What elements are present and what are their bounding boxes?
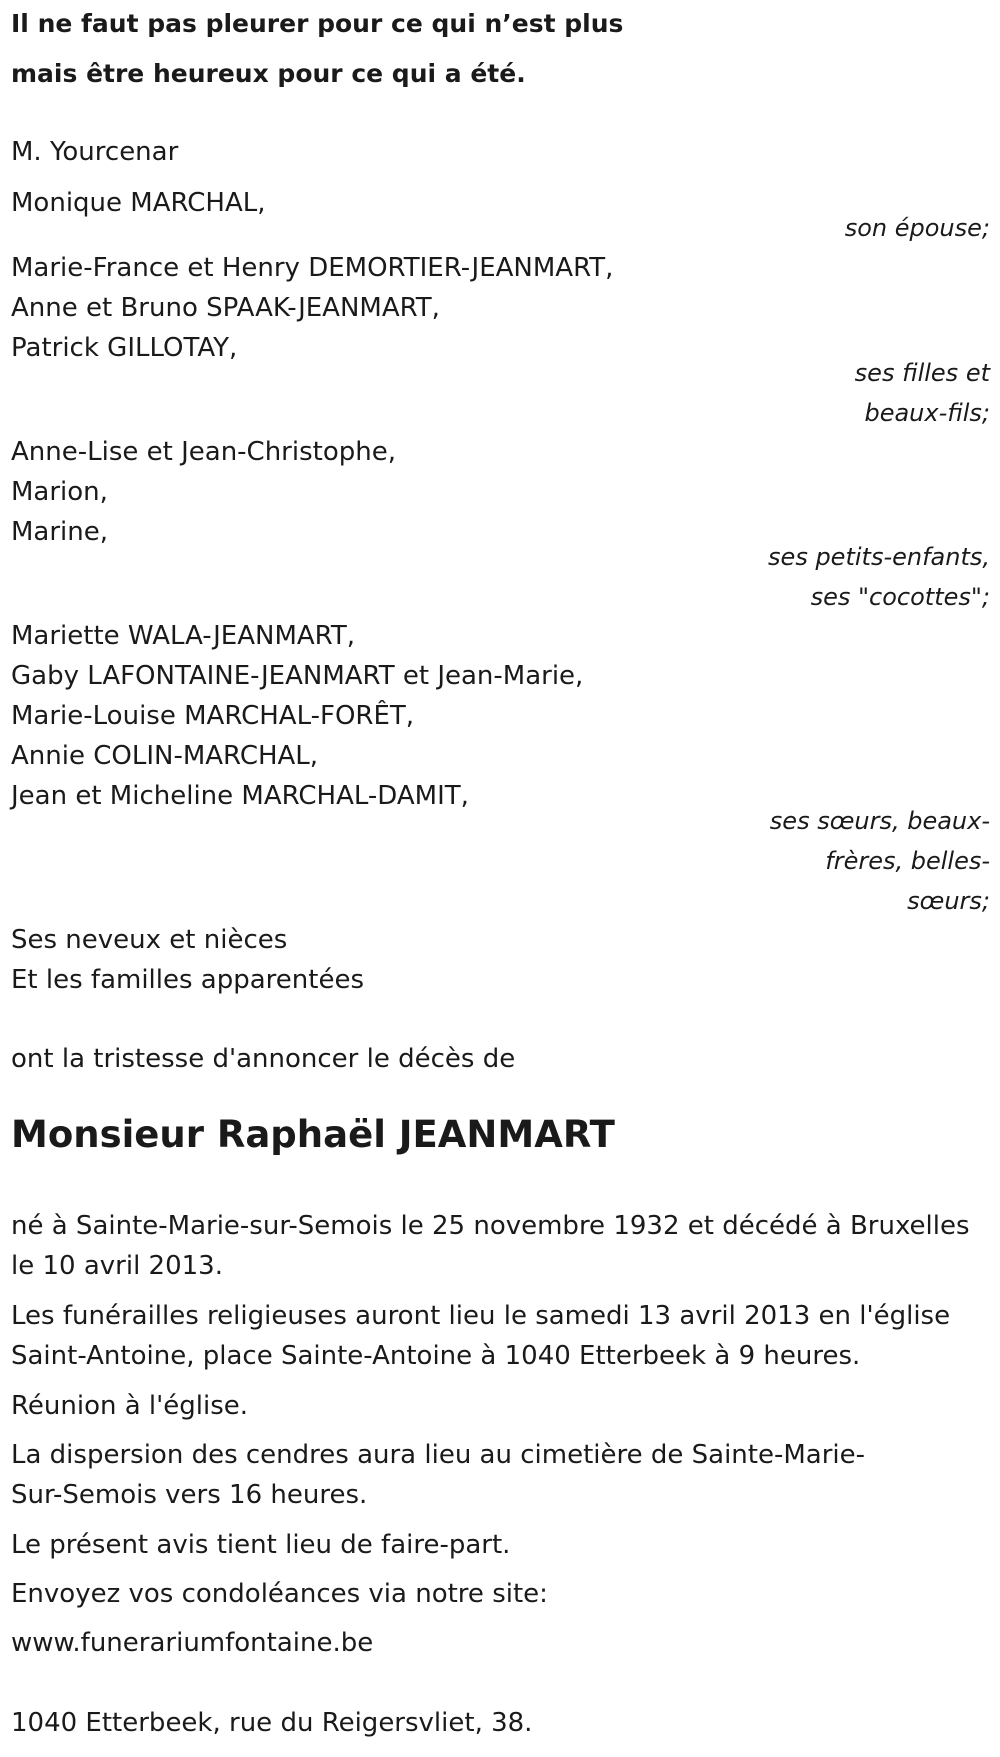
quote-line-1: Il ne faut pas pleurer pour ce qui n’est plus <box>11 9 624 38</box>
other-relatives: Ses neveux et nièces <box>11 925 288 955</box>
meeting-info: Réunion à l'église. <box>11 1391 249 1421</box>
grandchild-name: Anne-Lise et Jean-Christophe, <box>11 437 396 467</box>
deceased-name: Monsieur Raphaël JEANMART <box>11 1113 615 1156</box>
quote-line-2: mais être heureux pour ce qui a été. <box>11 59 526 88</box>
address: 1040 Etterbeek, rue du Reigersvliet, 38. <box>11 1708 533 1738</box>
website-link[interactable]: www.funerariumfontaine.be <box>11 1628 374 1658</box>
condolences-text: Envoyez vos condoléances via notre site: <box>11 1579 548 1609</box>
grandchildren-relation-line: ses petits-enfants, <box>768 543 990 571</box>
daughter-name: Anne et Bruno SPAAK-JEANMART, <box>11 293 440 323</box>
daughters-relation-line: ses filles et <box>854 359 990 387</box>
other-relatives: Et les familles apparentées <box>11 965 365 995</box>
quote-author: M. Yourcenar <box>11 137 179 167</box>
spouse-name: Monique MARCHAL, <box>11 188 266 218</box>
siblings-relation-line: ses sœurs, beaux- <box>769 807 990 835</box>
sibling-name: Mariette WALA-JEANMART, <box>11 621 355 651</box>
sibling-name: Gaby LAFONTAINE-JEANMART et Jean-Marie, <box>11 661 584 691</box>
daughter-name: Marie-France et Henry DEMORTIER-JEANMART, <box>11 253 614 283</box>
notice-text: Le présent avis tient lieu de faire-part. <box>11 1530 511 1560</box>
birth-death-line: né à Sainte-Marie-sur-Semois le 25 novembre 1932 et décédé à Bruxelles <box>11 1211 970 1241</box>
sibling-name: Jean et Micheline MARCHAL-DAMIT, <box>11 781 469 811</box>
grandchildren-relation-line: ses "cocottes"; <box>810 583 990 611</box>
sibling-name: Marie-Louise MARCHAL-FORÊT, <box>11 701 415 731</box>
sibling-name: Annie COLIN-MARCHAL, <box>11 741 319 771</box>
siblings-relation-line: frères, belles- <box>825 847 990 875</box>
daughters-relation-line: beaux-fils; <box>864 399 990 427</box>
announcement: ont la tristesse d'annoncer le décès de <box>11 1044 516 1074</box>
birth-death-line: le 10 avril 2013. <box>11 1251 223 1281</box>
ashes-line: Sur-Semois vers 16 heures. <box>11 1480 368 1510</box>
grandchild-name: Marion, <box>11 477 108 507</box>
funeral-line: Saint-Antoine, place Sainte-Antoine à 1040 Etterbeek à 9 heures. <box>11 1341 861 1371</box>
spouse-relation: son épouse; <box>844 214 990 242</box>
funeral-line: Les funérailles religieuses auront lieu le samedi 13 avril 2013 en l'église <box>11 1301 951 1331</box>
ashes-line: La dispersion des cendres aura lieu au cimetière de Sainte-Marie- <box>11 1440 866 1470</box>
daughter-name: Patrick GILLOTAY, <box>11 333 238 363</box>
grandchild-name: Marine, <box>11 517 109 547</box>
siblings-relation-line: sœurs; <box>907 887 990 915</box>
